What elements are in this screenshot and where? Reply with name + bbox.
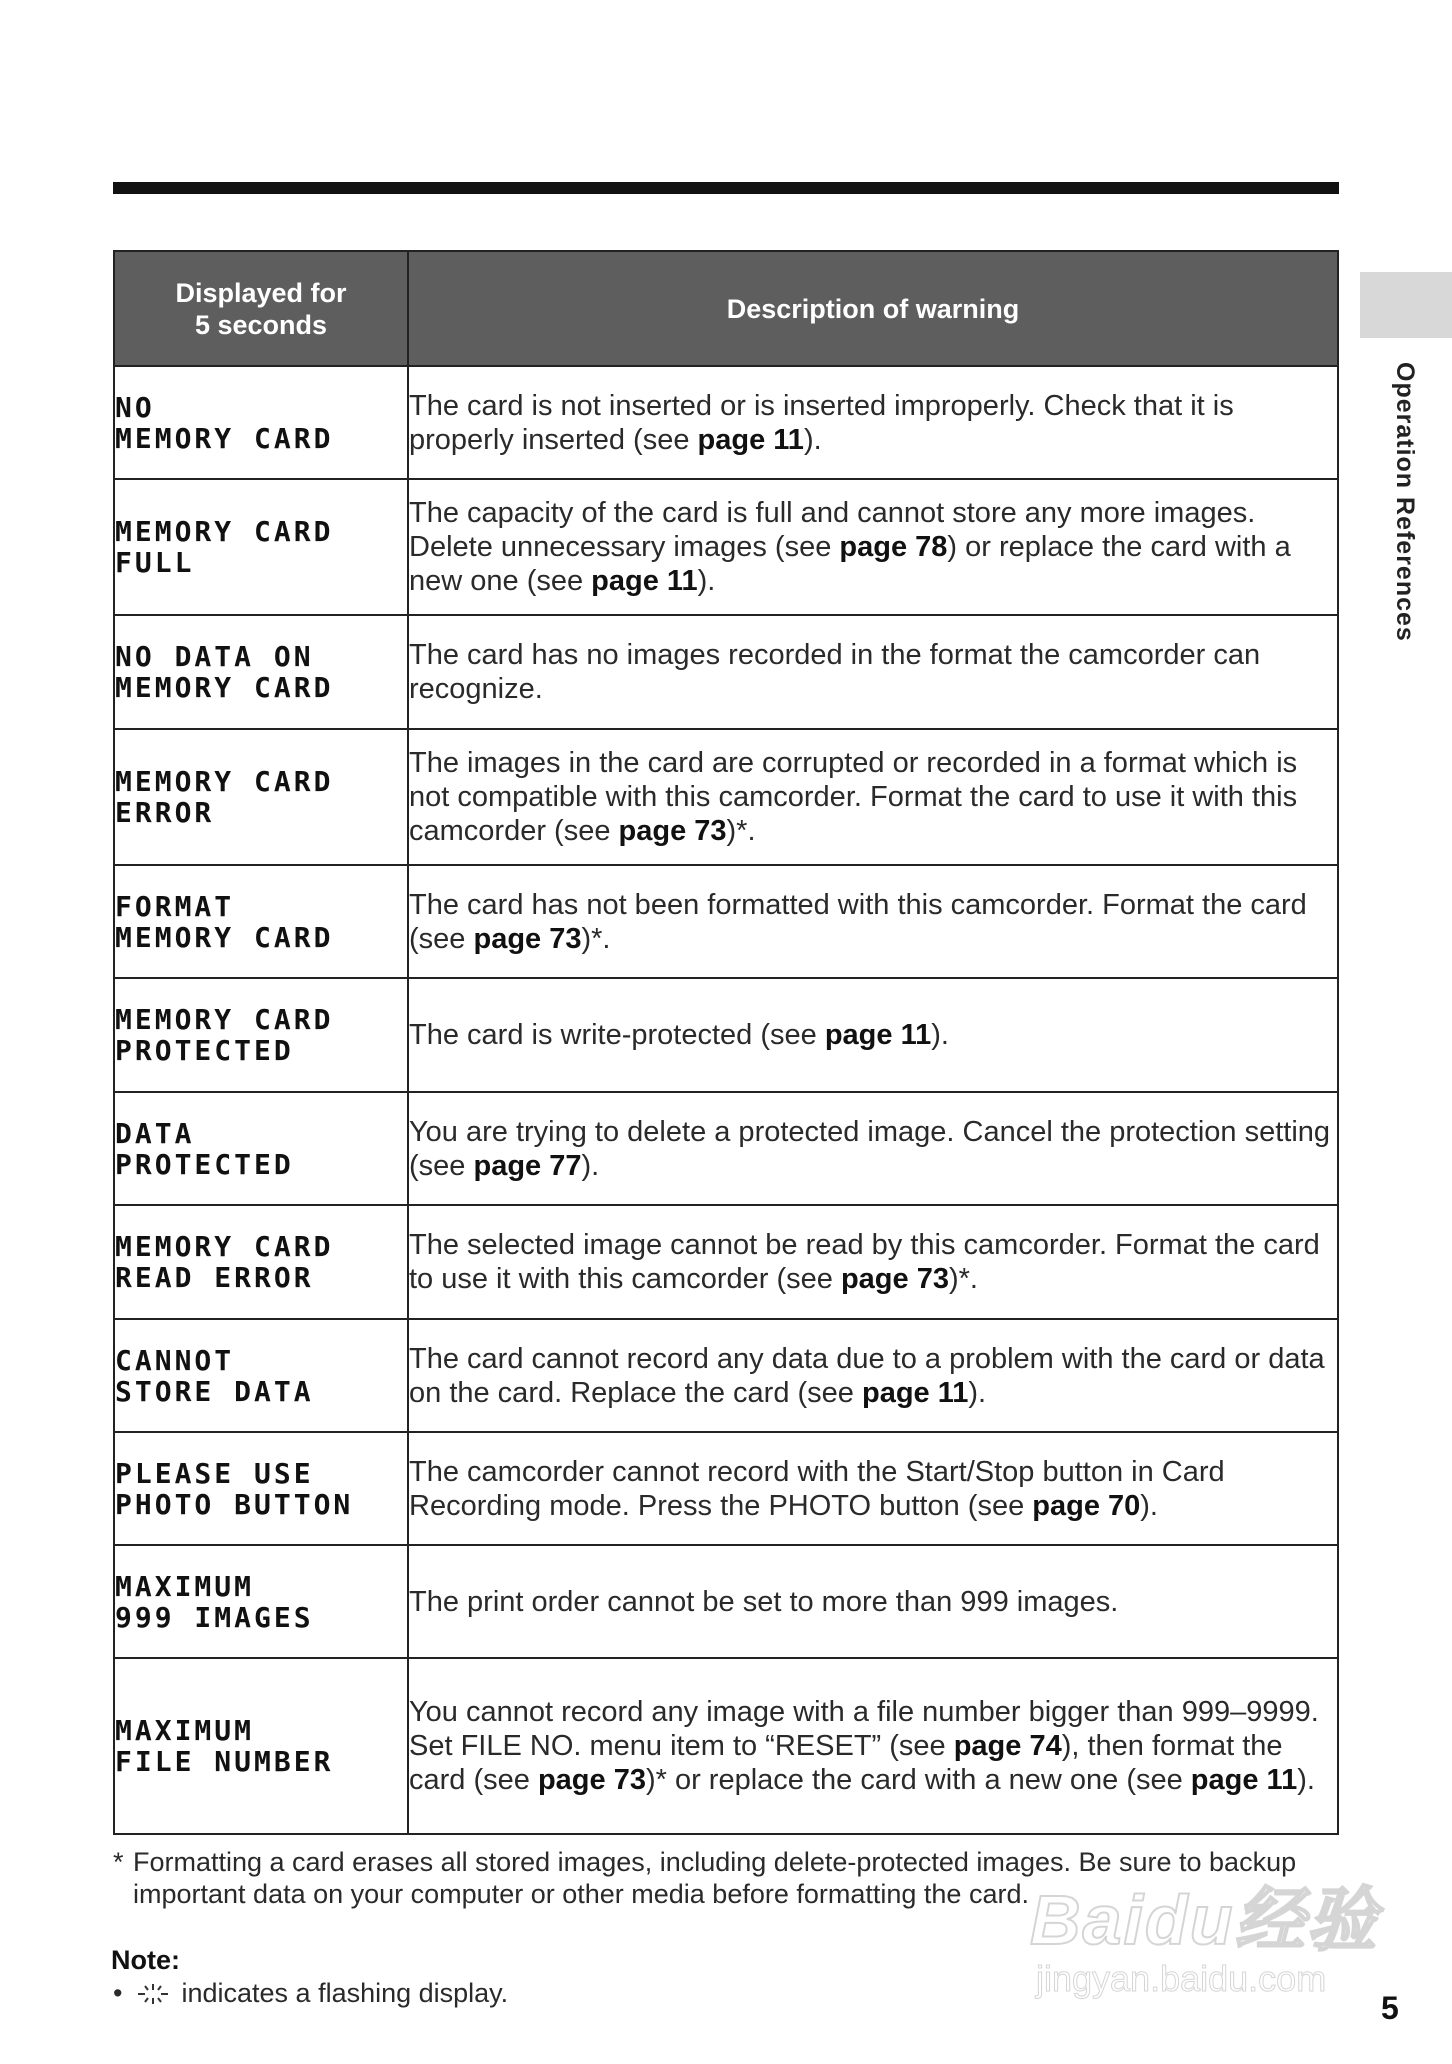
- warning-display-cell: [114, 865, 408, 978]
- header-displayed-for: [114, 251, 408, 366]
- warning-display-line: STORE DATA: [115, 1374, 314, 1408]
- page-reference: page 78: [839, 531, 948, 563]
- description-text: ).: [1297, 1764, 1315, 1796]
- flashing-indicator-icon: [136, 1982, 170, 2006]
- description-text: The images in the card are corrupted or recorded in a format which is not compatible with this camcorder. Format the card to use it with this camcorder (see: [409, 747, 1298, 847]
- warning-description-cell: [408, 615, 1338, 729]
- page-reference: page 74: [953, 1730, 1062, 1762]
- warning-display-line: NO: [115, 390, 155, 424]
- warning-table: [113, 250, 1339, 1835]
- warning-display-cell: [114, 978, 408, 1092]
- warning-display-line: PLEASE USE: [115, 1456, 314, 1490]
- warning-description-cell: [408, 1319, 1338, 1432]
- warning-description-cell: [408, 1205, 1338, 1319]
- warning-display-line: FORMAT: [115, 889, 235, 923]
- description-text: The card has not been formatted with this camcorder. Format the card (see: [409, 888, 1307, 955]
- warning-display-line: CANNOT: [115, 1343, 235, 1377]
- description-text: The capacity of the card is full and cannot store any more images. Delete unnecessary images (see: [409, 497, 1256, 563]
- warning-display-line: PHOTO BUTTON: [115, 1487, 354, 1521]
- note-title: Note:: [111, 1945, 180, 1975]
- table-row: [114, 1432, 1338, 1545]
- table-row: [114, 1658, 1338, 1834]
- table-row: [114, 729, 1338, 865]
- warning-display-cell: [114, 479, 408, 615]
- page-reference: page 11: [861, 1376, 969, 1409]
- page-reference: page 11: [591, 565, 698, 597]
- page-reference: page 11: [1190, 1764, 1298, 1796]
- warning-display-cell: [114, 366, 408, 479]
- watermark: [1030, 1858, 1379, 2008]
- warning-display-cell: [114, 1205, 408, 1319]
- table-row: [114, 615, 1338, 729]
- warning-description-cell: [408, 1658, 1338, 1834]
- warning-display-cell: [114, 615, 408, 729]
- section-tab: [1360, 272, 1452, 338]
- page-reference: page 77: [473, 1149, 582, 1182]
- top-rule: [113, 182, 1339, 194]
- warning-description-cell: [408, 479, 1338, 615]
- page-reference: page 73: [537, 1764, 646, 1796]
- warning-display-line: ERROR: [115, 796, 215, 829]
- page-reference: page 73: [473, 922, 582, 955]
- warning-display-cell: [114, 1432, 408, 1545]
- watermark-logo: Baidu经验: [1030, 1881, 1379, 1959]
- header-display-line1: Displayed for: [175, 277, 347, 308]
- note-item: [113, 1978, 508, 2009]
- description-text: You cannot record any image with a file number bigger than 999–9999. Set FILE NO. menu item to “RESET” (see: [409, 1696, 1319, 1762]
- description-text: )*.: [948, 1263, 978, 1295]
- warning-display-line: MAXIMUM: [115, 1714, 255, 1747]
- table-row: [114, 1205, 1338, 1319]
- footnote-text: Formatting a card erases all stored images, including delete-protected images. Be sure to backup important data on your computer or other media before formatting the card.: [133, 1847, 1297, 1909]
- page-reference: page 11: [824, 1019, 932, 1051]
- page-reference: page 70: [1032, 1489, 1141, 1522]
- warning-display-line: MEMORY CARD: [115, 671, 334, 704]
- page-reference: page 73: [618, 815, 727, 847]
- page-reference: page 73: [840, 1263, 949, 1295]
- description-text: )* or replace the card with a new one (see: [645, 1764, 1191, 1796]
- warning-description-cell: [408, 1092, 1338, 1205]
- warning-description-cell: [408, 366, 1338, 479]
- table-row: [114, 978, 1338, 1092]
- table-row: [114, 366, 1338, 479]
- description-text: ), then format the card (see: [409, 1730, 1283, 1796]
- table-row: [114, 479, 1338, 615]
- warning-display-line: MAXIMUM: [115, 1569, 255, 1603]
- description-text: The card is not inserted or is inserted improperly. Check that it is properly inserted (see: [409, 389, 1234, 456]
- warning-display-line: MEMORY CARD: [115, 1230, 334, 1263]
- description-text: ).: [931, 1019, 949, 1051]
- warning-display-cell: [114, 1092, 408, 1205]
- table-row: [114, 1545, 1338, 1658]
- warning-display-line: MEMORY CARD: [115, 765, 334, 798]
- warning-description-cell: [408, 1432, 1338, 1545]
- warning-display-line: DATA: [115, 1116, 195, 1150]
- warning-rows: [114, 366, 1338, 1834]
- note-bullet: •: [113, 1978, 123, 2008]
- description-text: The card has no images recorded in the format the camcorder can recognize.: [409, 639, 1261, 705]
- section-label-text: Operation References: [1391, 362, 1419, 642]
- description-text: You are trying to delete a protected image. Cancel the protection setting (see: [409, 1115, 1331, 1182]
- table-row: [114, 865, 1338, 978]
- warning-display-cell: [114, 1319, 408, 1432]
- warning-description-cell: [408, 865, 1338, 978]
- watermark-url: jingyan.baidu.com: [1036, 1958, 1327, 1999]
- description-text: The print order cannot be set to more than 999 images.: [409, 1585, 1119, 1618]
- warning-display-cell: [114, 1545, 408, 1658]
- header-display-line2: 5 seconds: [194, 309, 328, 340]
- page-reference: page 11: [697, 423, 804, 456]
- section-label: [1383, 362, 1423, 652]
- description-text: )*.: [726, 815, 756, 847]
- warning-display-line: FULL: [115, 546, 195, 579]
- description-text: )*.: [581, 922, 611, 955]
- footnote-mark: *: [113, 1847, 124, 1877]
- table-row: [114, 1319, 1338, 1432]
- header-description: Description of warning: [408, 251, 1338, 366]
- warning-description-cell: [408, 729, 1338, 865]
- warning-description-cell: [408, 978, 1338, 1092]
- warning-display-line: MEMORY CARD: [115, 920, 334, 954]
- warning-display-line: FILE NUMBER: [115, 1745, 334, 1778]
- note-text: indicates a flashing display.: [181, 1978, 509, 2008]
- warning-display-line: MEMORY CARD: [115, 421, 334, 455]
- description-text: ).: [803, 423, 822, 456]
- description-text: The selected image cannot be read by this camcorder. Format the card to use it with this camcorder (see: [409, 1229, 1320, 1295]
- table-header-row: [114, 251, 1338, 366]
- warning-description-cell: [408, 1545, 1338, 1658]
- warning-display-line: 999 IMAGES: [115, 1600, 314, 1634]
- page-number: 5: [1381, 1990, 1399, 2026]
- warning-display-line: MEMORY CARD: [115, 1003, 334, 1036]
- description-text: The card cannot record any data due to a problem with the card or data on the card. Replace the card (see: [409, 1342, 1325, 1409]
- warning-display-line: PROTECTED: [115, 1034, 294, 1067]
- warning-display-cell: [114, 1658, 408, 1834]
- warning-display-line: PROTECTED: [115, 1147, 294, 1181]
- warning-display-cell: [114, 729, 408, 865]
- description-text: ).: [697, 565, 716, 597]
- description-text: The card is write-protected (see: [409, 1019, 825, 1051]
- table-row: [114, 1092, 1338, 1205]
- warning-display-line: READ ERROR: [115, 1261, 314, 1294]
- warning-display-line: MEMORY CARD: [115, 515, 334, 548]
- description-text: ).: [968, 1376, 987, 1409]
- description-text: The camcorder cannot record with the Start/Stop button in Card Recording mode. Press the PHOTO button (see: [409, 1455, 1225, 1522]
- description-text: ).: [581, 1149, 600, 1182]
- warning-display-line: NO DATA ON: [115, 640, 314, 673]
- description-text: ) or replace the card with a new one (see: [409, 531, 1291, 597]
- description-text: ).: [1140, 1489, 1158, 1522]
